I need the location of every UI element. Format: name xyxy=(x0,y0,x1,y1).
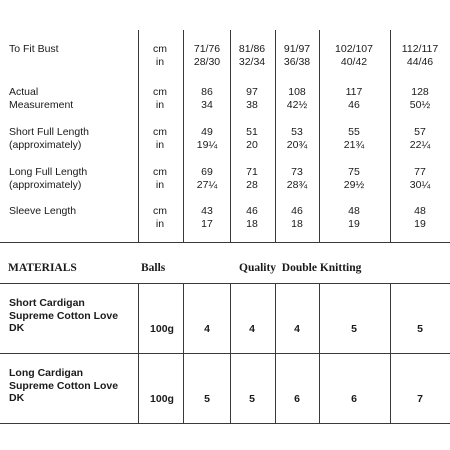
row-label: Measurement xyxy=(9,99,74,111)
value-cm: 117 xyxy=(345,86,363,98)
value-in: 19 xyxy=(348,218,360,230)
material-name: Short Cardigan xyxy=(9,297,85,309)
value-in: 19 xyxy=(414,218,426,230)
grid-line xyxy=(230,283,231,423)
size-cm: 71/76 xyxy=(193,43,221,55)
value-in: 19¼ xyxy=(196,139,218,151)
value-cm: 97 xyxy=(246,86,258,98)
row-label: Sleeve Length xyxy=(9,205,77,217)
grid-line xyxy=(0,283,450,284)
material-name: DK xyxy=(9,392,25,404)
unit-in: in xyxy=(155,56,165,68)
ball-count: 5 xyxy=(351,323,357,335)
material-weight: 100g xyxy=(150,323,174,335)
value-cm: 51 xyxy=(246,126,258,138)
ball-count: 7 xyxy=(417,393,423,405)
material-name: Supreme Cotton Love xyxy=(9,309,119,322)
size-in: 36/38 xyxy=(283,56,311,68)
grid-line xyxy=(275,283,276,423)
ball-count: 4 xyxy=(204,323,210,335)
value-cm: 46 xyxy=(246,205,258,217)
ball-count: 4 xyxy=(294,323,300,335)
materials-title: MATERIALS xyxy=(8,262,77,274)
value-in: 20¾ xyxy=(286,139,308,151)
grid-line xyxy=(390,283,391,423)
row-label: (approximately) xyxy=(9,139,82,151)
value-cm: 46 xyxy=(291,205,303,217)
value-cm: 55 xyxy=(348,126,360,138)
unit-in: in xyxy=(155,139,165,151)
value-cm: 43 xyxy=(201,205,213,217)
material-name: Supreme Cotton Love xyxy=(9,379,119,392)
value-in: 46 xyxy=(348,99,360,111)
value-cm: 73 xyxy=(291,166,303,178)
value-cm: 48 xyxy=(414,205,426,217)
value-in: 17 xyxy=(201,218,213,230)
row-label: (approximately) xyxy=(9,179,82,191)
unit-cm: cm xyxy=(153,166,167,178)
unit-cm: cm xyxy=(153,86,167,98)
ball-count: 6 xyxy=(294,393,300,405)
ball-count: 5 xyxy=(204,393,210,405)
value-cm: 77 xyxy=(414,166,426,178)
size-in: 28/30 xyxy=(193,56,221,68)
row-label: Actual xyxy=(9,86,39,98)
size-cm: 91/97 xyxy=(283,43,311,55)
row-label: Short Full Length xyxy=(9,126,89,138)
grid-line xyxy=(319,283,320,423)
value-cm: 57 xyxy=(414,126,426,138)
balls-label: Balls xyxy=(141,262,166,274)
size-cm: 102/107 xyxy=(335,43,373,55)
value-cm: 108 xyxy=(288,86,306,98)
value-in: 21¾ xyxy=(343,139,365,151)
size-in: 40/42 xyxy=(340,56,368,68)
value-cm: 48 xyxy=(348,205,360,217)
grid-line xyxy=(0,242,450,243)
grid-line xyxy=(390,30,391,242)
size-in: 44/46 xyxy=(406,56,434,68)
value-in: 28¾ xyxy=(286,179,308,191)
material-name: Long Cardigan xyxy=(9,367,84,379)
unit-in: in xyxy=(155,179,165,191)
grid-line xyxy=(183,283,184,423)
ball-count: 6 xyxy=(351,393,357,405)
grid-line xyxy=(0,423,450,424)
grid-line xyxy=(138,30,139,242)
ball-count: 4 xyxy=(249,323,255,335)
value-cm: 128 xyxy=(411,86,429,98)
size-cm: 112/117 xyxy=(401,43,439,55)
value-in: 22¼ xyxy=(409,139,431,151)
unit-cm: cm xyxy=(153,205,167,217)
value-in: 50½ xyxy=(409,99,431,111)
value-in: 28 xyxy=(246,179,258,191)
grid-line xyxy=(138,283,139,423)
value-in: 27¼ xyxy=(196,179,218,191)
size-in: 32/34 xyxy=(238,56,266,68)
ball-count: 5 xyxy=(417,323,423,335)
value-cm: 49 xyxy=(201,126,213,138)
value-in: 42½ xyxy=(286,99,308,111)
grid-line xyxy=(0,353,450,354)
unit-cm: cm xyxy=(153,43,167,55)
value-cm: 53 xyxy=(291,126,303,138)
value-in: 34 xyxy=(201,99,213,111)
value-cm: 75 xyxy=(348,166,360,178)
value-in: 38 xyxy=(246,99,258,111)
header-label: To Fit Bust xyxy=(9,43,59,55)
value-cm: 86 xyxy=(201,86,213,98)
unit-in: in xyxy=(155,99,165,111)
unit-cm: cm xyxy=(153,126,167,138)
quality-label: Quality Double Knitting xyxy=(239,262,362,274)
size-cm: 81/86 xyxy=(238,43,266,55)
value-cm: 69 xyxy=(201,166,213,178)
value-in: 30¼ xyxy=(409,179,431,191)
material-name: DK xyxy=(9,322,25,334)
row-label: Long Full Length xyxy=(9,166,88,178)
value-in: 29½ xyxy=(343,179,365,191)
value-in: 18 xyxy=(291,218,303,230)
value-in: 18 xyxy=(246,218,258,230)
material-weight: 100g xyxy=(150,393,174,405)
unit-in: in xyxy=(155,218,165,230)
value-in: 20 xyxy=(246,139,258,151)
value-cm: 71 xyxy=(246,166,258,178)
ball-count: 5 xyxy=(249,393,255,405)
